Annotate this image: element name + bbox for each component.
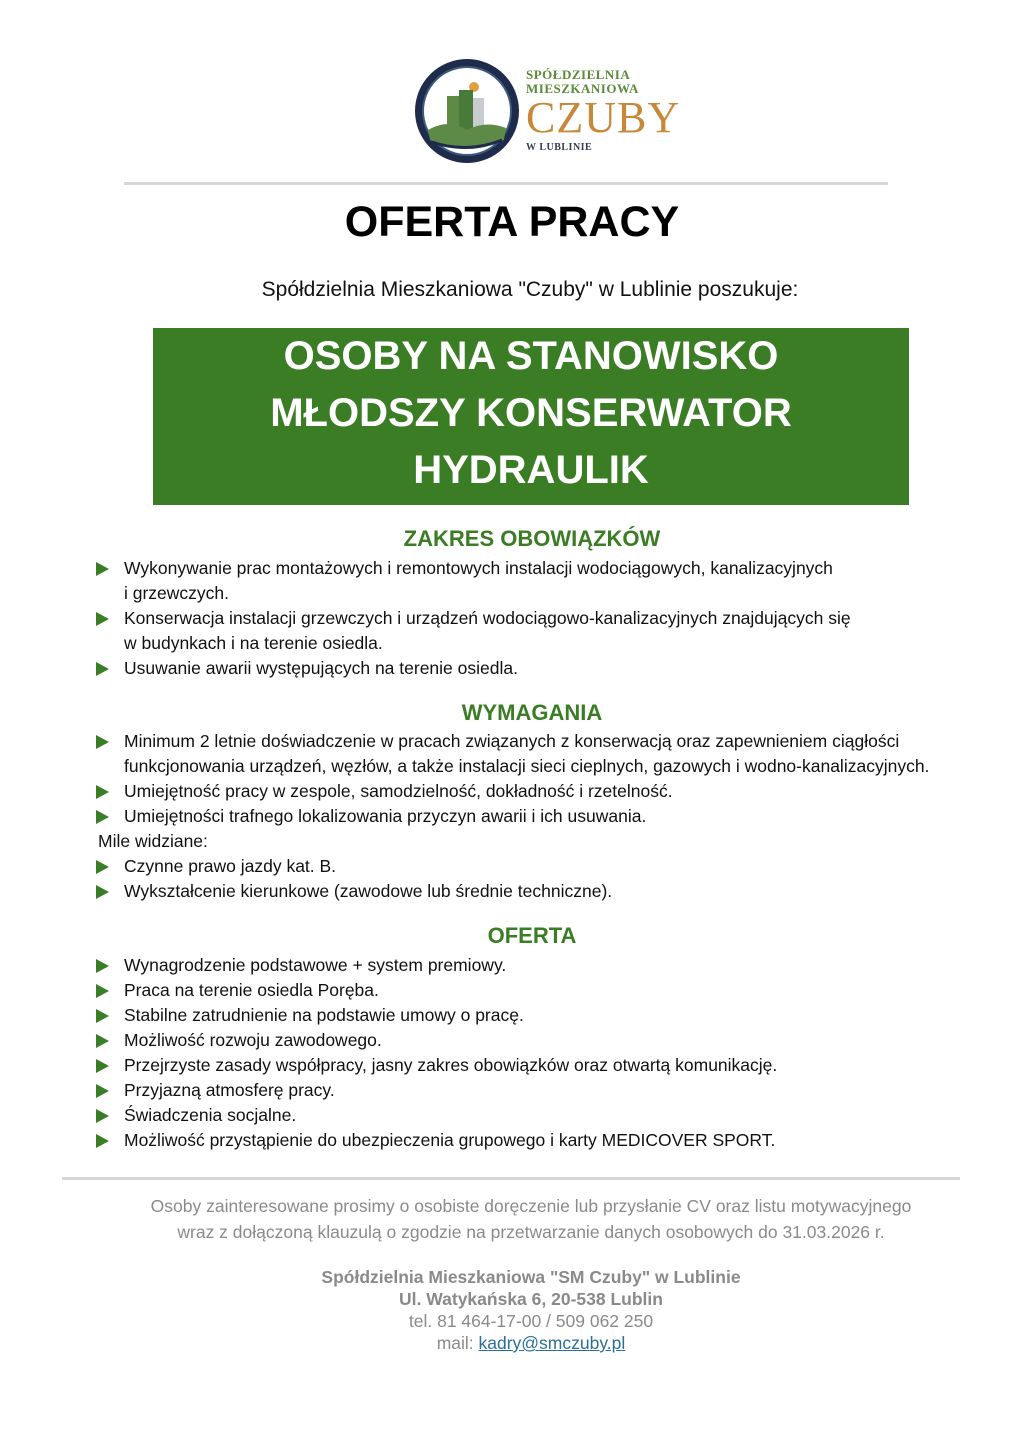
list-item: Wykonywanie prac montażowych i remontowych instalacji wodociągowych, kanalizacyjnych i grzewczych.	[94, 556, 1004, 606]
list-item: Przyjazną atmosferę pracy.	[94, 1078, 1004, 1103]
list-item: Praca na terenie osiedla Poręba.	[94, 978, 1004, 1003]
triangle-bullet-icon	[96, 1034, 109, 1048]
triangle-bullet-icon	[96, 959, 109, 973]
position-banner	[153, 328, 909, 505]
logo-line-2: MIESZKANIOWA	[526, 81, 639, 96]
email-link[interactable]: kadry@smczuby.pl	[478, 1333, 626, 1353]
list-item: Możliwość przystąpienie do ubezpieczenia grupowego i karty MEDICOVER SPORT.	[94, 1128, 1004, 1153]
contact-org: Spółdzielnia Mieszkaniowa "SM Czuby" w Lublinie	[321, 1267, 741, 1287]
list-item: Świadczenia socjalne.	[94, 1103, 1004, 1128]
list-item: Możliwość rozwoju zawodowego.	[94, 1028, 1004, 1053]
contact-mail-row: mail: kadry@smczuby.pl	[436, 1333, 626, 1353]
triangle-bullet-icon	[96, 612, 109, 626]
triangle-bullet-icon	[96, 1084, 109, 1098]
triangle-bullet-icon	[96, 984, 109, 998]
list-item: Wynagrodzenie podstawowe + system premiowy.	[94, 953, 1004, 978]
triangle-bullet-icon	[96, 1134, 109, 1148]
requirements-list	[94, 729, 1004, 904]
top-divider	[124, 182, 888, 185]
list-item: Czynne prawo jazdy kat. B.	[94, 854, 1004, 879]
logo-emblem-icon	[414, 58, 520, 164]
banner-line: HYDRAULIK	[413, 448, 649, 492]
application-note: Osoby zainteresowane prosimy o osobiste doręczenie lub przysłanie CV oraz listu motywacyjnego wraz z dołączoną klauzulą o zgodzie na przetwarzanie danych osobowych do 31.03.2026 r.	[150, 1196, 912, 1242]
list-item: Umiejętność pracy w zespole, samodzielność, dokładność i rzetelność.	[94, 779, 1004, 804]
logo-line-3: W LUBLINIE	[526, 142, 593, 153]
triangle-bullet-icon	[96, 735, 109, 749]
triangle-bullet-icon	[96, 885, 109, 899]
list-item: Wykształcenie kierunkowe (zawodowe lub średnie techniczne).	[94, 879, 1004, 904]
bottom-divider	[62, 1177, 960, 1180]
logo	[414, 58, 681, 164]
page-subtitle: Spółdzielnia Mieszkaniowa "Czuby" w Lublinie poszukuje:	[261, 278, 799, 301]
section-title-requirements: WYMAGANIA	[461, 700, 603, 725]
duties-list	[94, 556, 1004, 681]
offer-list	[94, 953, 1004, 1153]
triangle-bullet-icon	[96, 662, 109, 676]
nice-to-have-label: Mile widziane:	[98, 831, 208, 851]
list-item: Umiejętności trafnego lokalizowania przyczyn awarii i ich usuwania.	[94, 804, 1004, 829]
logo-name: CZUBY	[526, 93, 681, 142]
triangle-bullet-icon	[96, 785, 109, 799]
banner-line: MŁODSZY KONSERWATOR	[270, 391, 792, 435]
contact-block	[0, 1266, 1024, 1354]
triangle-bullet-icon	[96, 1009, 109, 1023]
triangle-bullet-icon	[96, 810, 109, 824]
section-title-offer: OFERTA	[487, 923, 577, 948]
triangle-bullet-icon	[96, 1109, 109, 1123]
logo-text	[526, 67, 681, 154]
triangle-bullet-icon	[96, 562, 109, 576]
list-item: Przejrzyste zasady współpracy, jasny zakres obowiązków oraz otwartą komunikację.	[94, 1053, 1004, 1078]
banner-line: OSOBY NA STANOWISKO	[283, 334, 779, 378]
triangle-bullet-icon	[96, 1059, 109, 1073]
contact-phone: tel. 81 464-17-00 / 509 062 250	[408, 1311, 654, 1331]
list-item: Konserwacja instalacji grzewczych i urządzeń wodociągowo-kanalizacyjnych znajdujących się w budynkach i na terenie osiedla.	[94, 606, 1004, 656]
page-title: OFERTA PRACY	[344, 198, 680, 246]
list-item: Usuwanie awarii występujących na terenie osiedla.	[94, 656, 1004, 681]
list-item: Minimum 2 letnie doświadczenie w pracach związanych z konserwacją oraz zapewnieniem ciągłości funkcjonowania urządzeń, węzłów, a także instalacji sieci cieplnych, gazowych i wodno-kanalizacyjnych.	[94, 729, 1004, 779]
section-title-duties: ZAKRES OBOWIĄZKÓW	[403, 526, 661, 551]
triangle-bullet-icon	[96, 860, 109, 874]
contact-address: Ul. Watykańska 6, 20-538 Lublin	[399, 1289, 663, 1309]
logo-line-1: SPÓŁDZIELNIA	[526, 67, 631, 82]
list-item: Stabilne zatrudnienie na podstawie umowy o pracę.	[94, 1003, 1004, 1028]
